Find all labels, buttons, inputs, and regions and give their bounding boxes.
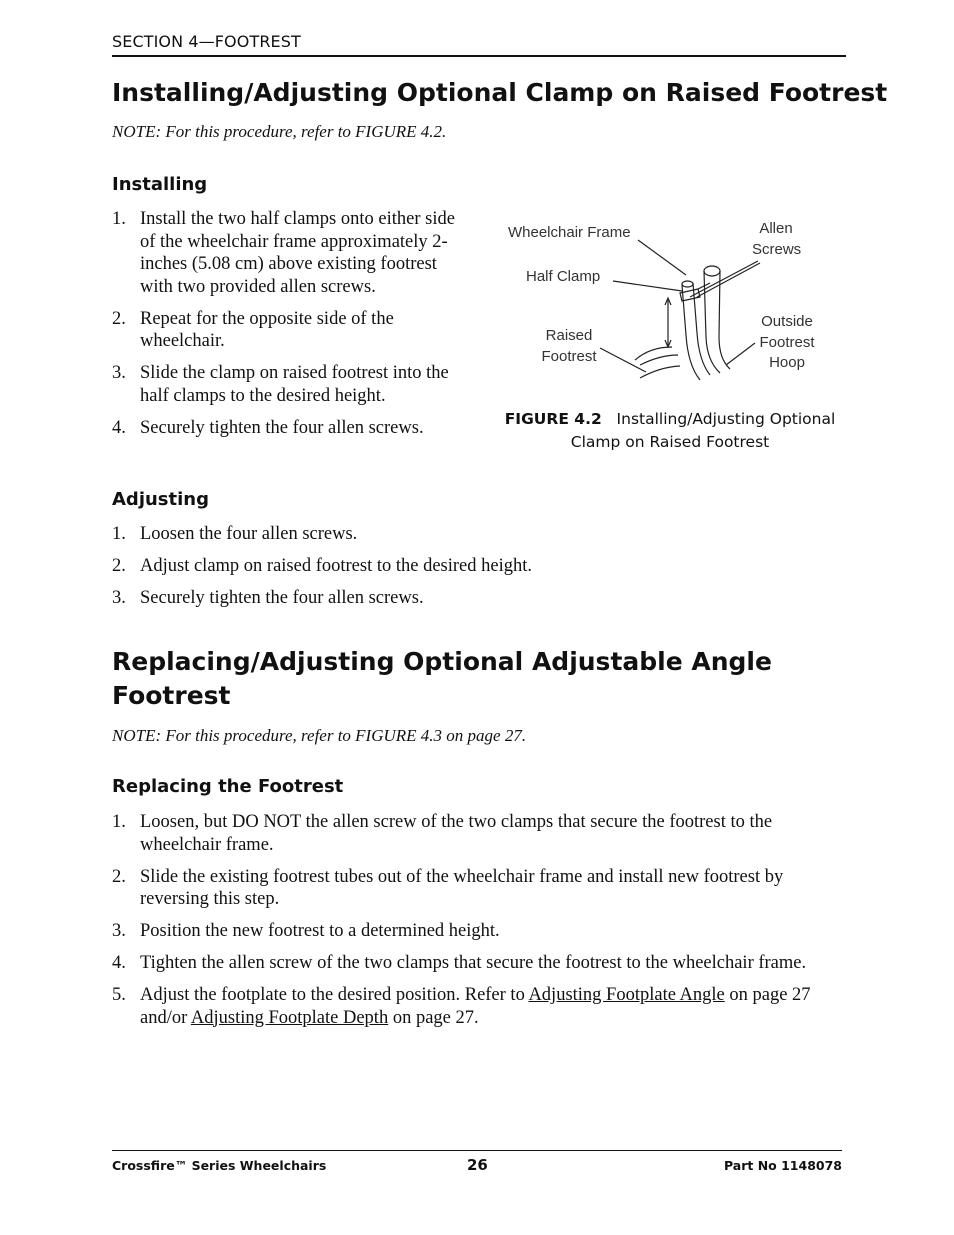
section-header: SECTION 4—FOOTREST: [112, 32, 301, 51]
note-figure-4-3: NOTE: For this procedure, refer to FIGURE 4.3 on page 27.: [112, 726, 527, 745]
list-item: 1. Install the two half clamps onto either side of the wheelchair frame approximately 2-inches (5.08 cm) above existing footrest with two provided allen screws.: [112, 209, 455, 297]
section-title-angle-footrest: Replacing/Adjusting Optional Adjustable Angle Footrest: [112, 647, 772, 710]
page-number: 26: [467, 1156, 488, 1174]
label-wheelchair-frame: Wheelchair Frame: [508, 224, 631, 241]
list-item: 1. Loosen the four allen screws.: [112, 524, 358, 544]
link-adjusting-footplate-angle[interactable]: Adjusting Footplate Angle: [528, 985, 725, 1005]
list-item: 1. Loosen, but DO NOT the allen screw of the two clamps that secure the footrest to the wheelchair frame.: [112, 812, 773, 855]
label-half-clamp: Half Clamp: [526, 268, 601, 285]
replacing-steps: [112, 811, 844, 1039]
note-figure-4-2: NOTE: For this procedure, refer to FIGURE 4.2.: [112, 122, 447, 141]
adjusting-steps: [112, 523, 832, 619]
list-item: 3. Slide the clamp on raised footrest into the half clamps to the desired height.: [112, 363, 449, 406]
figure-caption: FIGURE 4.2 Installing/Adjusting Optional Clamp on Raised Footrest: [504, 410, 836, 451]
list-item: 3. Securely tighten the four allen screws.: [112, 588, 424, 608]
link-adjusting-footplate-depth[interactable]: Adjusting Footplate Depth: [190, 1007, 389, 1028]
footer-rule: [112, 1150, 842, 1151]
figure-4-2: [500, 215, 850, 390]
list-item: 2. Repeat for the opposite side of the wheelchair.: [112, 308, 394, 351]
section-title-clamp: Installing/Adjusting Optional Clamp on Raised Footrest: [112, 78, 888, 107]
replacing-heading: Replacing the Footrest: [112, 776, 344, 797]
footer-part-number: Part No 1148078: [723, 1158, 842, 1173]
list-item: 3. Position the new footrest to a determined height.: [112, 921, 500, 941]
list-item: 2. Slide the existing footrest tubes out of the wheelchair frame and install new footrest by reversing this step.: [112, 866, 784, 909]
installing-steps: [112, 208, 464, 449]
adjusting-heading: Adjusting: [112, 489, 209, 510]
installing-heading: Installing: [112, 174, 208, 195]
list-item: 2. Adjust clamp on raised footrest to the desired height.: [112, 556, 533, 576]
list-item: 5. Adjust the footplate to the desired position. Refer to Adjusting Footplate Angle on page 27 and/or Adjusting Footplate Depth on page 27.: [112, 985, 811, 1028]
list-item: 4. Securely tighten the four allen screws.: [112, 417, 424, 438]
label-allen-screws: Allen Screws: [752, 220, 802, 258]
figure-number: FIGURE 4.2: [504, 410, 602, 428]
label-outside-footrest-hoop: Outside Footrest Hoop: [759, 313, 815, 371]
list-item: 4. Tighten the allen screw of the two clamps that secure the footrest to the wheelchair frame.: [112, 953, 807, 973]
page-footer: [112, 1156, 842, 1176]
header-rule: [112, 55, 846, 57]
footer-product: Crossfire™ Series Wheelchairs: [112, 1158, 327, 1173]
label-raised-footrest: Raised Footrest: [541, 327, 597, 365]
